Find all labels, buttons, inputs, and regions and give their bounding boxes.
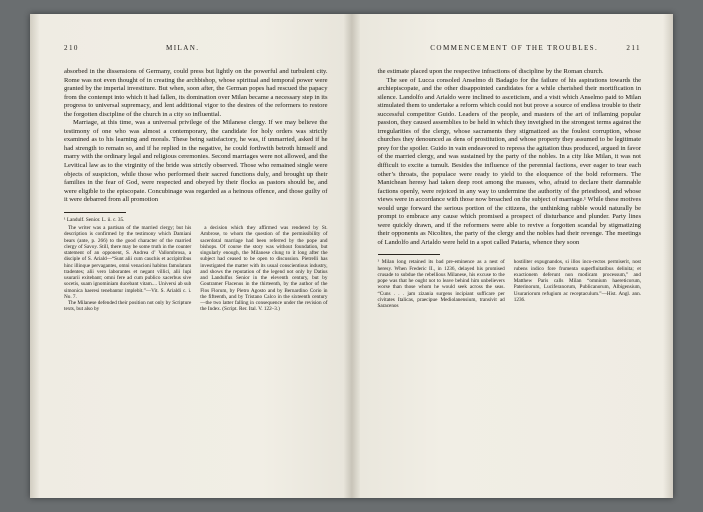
footnote-columns xyxy=(64,225,328,313)
paragraph: absorbed in the dissensions of Germany, could press but lightly on the powerful and turbulent city. Rome was not even thought of in creating the archbishop, whose spiritual and temporal power were granted by the imperial investiture. But when, soon after, the German popes had rescued the papacy from the contempt into which it had fallen, its domination over Milan became a necessary step in its progress to universal supremacy, and lent additional vigor to the desires of the reformers to restore the forgotten discipline of the church in a city so influential. xyxy=(64,68,328,118)
page-edge-shadow-right xyxy=(663,14,673,498)
page-edge-shadow-left xyxy=(30,14,40,498)
left-page xyxy=(30,14,352,498)
left-page-folio: 210 xyxy=(64,44,79,52)
footnote-rule xyxy=(64,212,126,213)
book-spread xyxy=(30,14,673,498)
paragraph: The see of Lucca consoled Anselmo di Badagio for the failure of his aspirations towards the archiepiscopate, and the other disappointed candidates for a while cherished their mortification in silence. Landolfo and Arialdo were inclined to asceticism, and a visit which Anselmo paid to Milan stimulated them to undertake a reform which could not but prove a source of endless trouble to their successful competitor Guido. Leaders of the people, and masters of the art of inflaming popular passion, they caused assemblies to be held in which they inveighed in the strongest terms against the irregularities of the clergy, whose sacraments they stigmatized as the foulest corruption, whose churches they denounced as dens of prostitution, and whose property they assumed to be legitimate prey for the spoiler. Guido in vain endeavored to repress the agitation thus produced, argued in favor of the married clergy, and was sustained by the party of the nobles. In a city like Milan, it was not difficult to excite a tumult. Besides the influence of the perennial factions, ever eager to tear each other’s throats, the populace were ready to yield to the eloquence of the bold reformers. The Manichean heresy had taken deep root among the masses, who, afraid to declare their damnable factions openly, were rejoiced in any way to undermine the authority of the priesthood, and whose views were in accordance with those now broached on the subject of marriage.¹ While these motives would urge forward the serious portion of the citizens, the unthinking rabble would naturally be prompt to embrace any cause which promised a prospect of disturbance and plunder. Party lines were quickly drawn, and if the reformers were able to revive a forgotten scandal by stigmatizing their opponents as Nicolites, the party of the clergy and the nobles had their revenge. The meetings of Landolfo and Arialdo were held in a spot called Pataria, whence they soon xyxy=(377,76,641,246)
footnote-column xyxy=(64,225,191,313)
left-page-running-head xyxy=(64,44,328,56)
left-page-footnotes xyxy=(64,217,328,313)
paragraph: the estimate placed upon the respective infractions of discipline by the Roman church. xyxy=(377,68,604,75)
right-page-folio: 211 xyxy=(626,44,641,52)
right-page-body xyxy=(378,68,642,247)
footnote-reference: ¹ Landulf. Senior. L. ii. c. 35. xyxy=(64,216,125,223)
footnote-paragraph: The Milanese defended their position not only by Scripture texts, but also by xyxy=(64,300,192,313)
footnote-columns xyxy=(378,259,642,309)
footnote-paragraph: a decision which they affirmed was rendered by St. Ambrose, to whom the question of the permissibility of sacerdotal marriage had been referred by the pope and bishops. Of course the story was without foundation, but singularly enough, the Milanese clung to it long after the subject had ceased to be open to discussion. Pietrelli has investigated the matter with its usual conscientious industry, and shows the reputation of the legend not only by Datius and Landulfus Senior in the eleventh century, but by Goutramer Flacenus in the thirteenth, by the author of the Flos Florum, by Pietro Agosto and by Bernardino Corio in the fifteenth, and by Tristano Calco in the sixteenth century—the two latter falling in consequence under the revision of the Index. (Script. Rer. Ital. V. 122–3.) xyxy=(200,225,328,313)
footnote-paragraph: ¹ Milan long retained its bad pre-eminence as a nest of heresy. When Frederic II., in 1236, delayed his promised crusade to subdue the rebellious Milanese, his excuse to the pope was that he ought not to leave behind him unbelievers worse than those whom he would seek across the seas. “Cuns . . . jam zizania surgens incipiant sufficare per civitates Italicas, praecipue Mediolanensium, transivit ad Saracenos xyxy=(377,259,505,310)
right-page-footnotes xyxy=(378,259,642,309)
left-page-title: MILAN. xyxy=(166,44,200,52)
right-page-title: COMMENCEMENT OF THE TROUBLES. xyxy=(430,44,599,52)
footnote-rule xyxy=(378,254,440,255)
left-page-body xyxy=(64,68,328,205)
right-page-running-head xyxy=(378,44,642,56)
paragraph: Marriage, at this time, was a universal privilege of the Milanese clergy. If we may believe the testimony of one who was almost a contemporary, the candidate for holy orders was strictly examined as to his learning and morals. These being satisfactory, he was, if unmarried, asked if he had strength to remain so, and if he replied in the negative, he could forthwith betroth himself and marry with the ordinary legal and religious ceremonies. Second marriages were not allowed, and the Levitical law as to the virginity of the bride was strictly observed. Those who remained single were objects of suspicion, while those who performed their sacred functions duly, and brought up their families in the fear of God, were respected and obeyed by their flocks as pastors should be, and were eligible to the episcopate. Concubinage was regarded as a heinous offence, and those guilty of it were debarred from all promotion xyxy=(64,119,328,204)
footnote-column xyxy=(378,259,505,309)
footnote-column xyxy=(200,225,327,313)
footnote-column xyxy=(514,259,641,309)
footnote-paragraph: hostiliter expugnandos, si illos inco-rectos permiserit, nost rubens indico fore frumenta superfluitatibus delinita; et exactionem deferunt non modicam processum,” and Matthew Paris calls Milan “omnium haereticorum, Paterinorum, Luciferanorum, Publicanorum, Albigensium, Usurariorum refugium ac receptaculum.”—Hist. Angl. ann. 1236. xyxy=(513,259,641,303)
right-page xyxy=(352,14,674,498)
footnote-paragraph: The writer was a partisan of the married clergy; but his description is confirmed by the testimony which Damiani bears (ante, p. 266) to the good character of the married clergy of Savoy. Still, there may be some truth in the counter statement of an opponent, S. Andrea d’ Vallombrosa, a disciple of S. Ariald—“Sunt alii cum cauchis et accipitribus hinc illinque pervagantes, omni venacioni habitus famulatum tradentes; alii vero laborantes et negant villici, alii lupi usurarii exitebant; omni fere ad cum publico xacerbus sive socetis, suam ignominiam ducebant vitam.... Universi ab sub simonica haeresi tenebantur implebit.”—Vit. S. Arialdi c. i. No. 7. xyxy=(64,225,192,300)
